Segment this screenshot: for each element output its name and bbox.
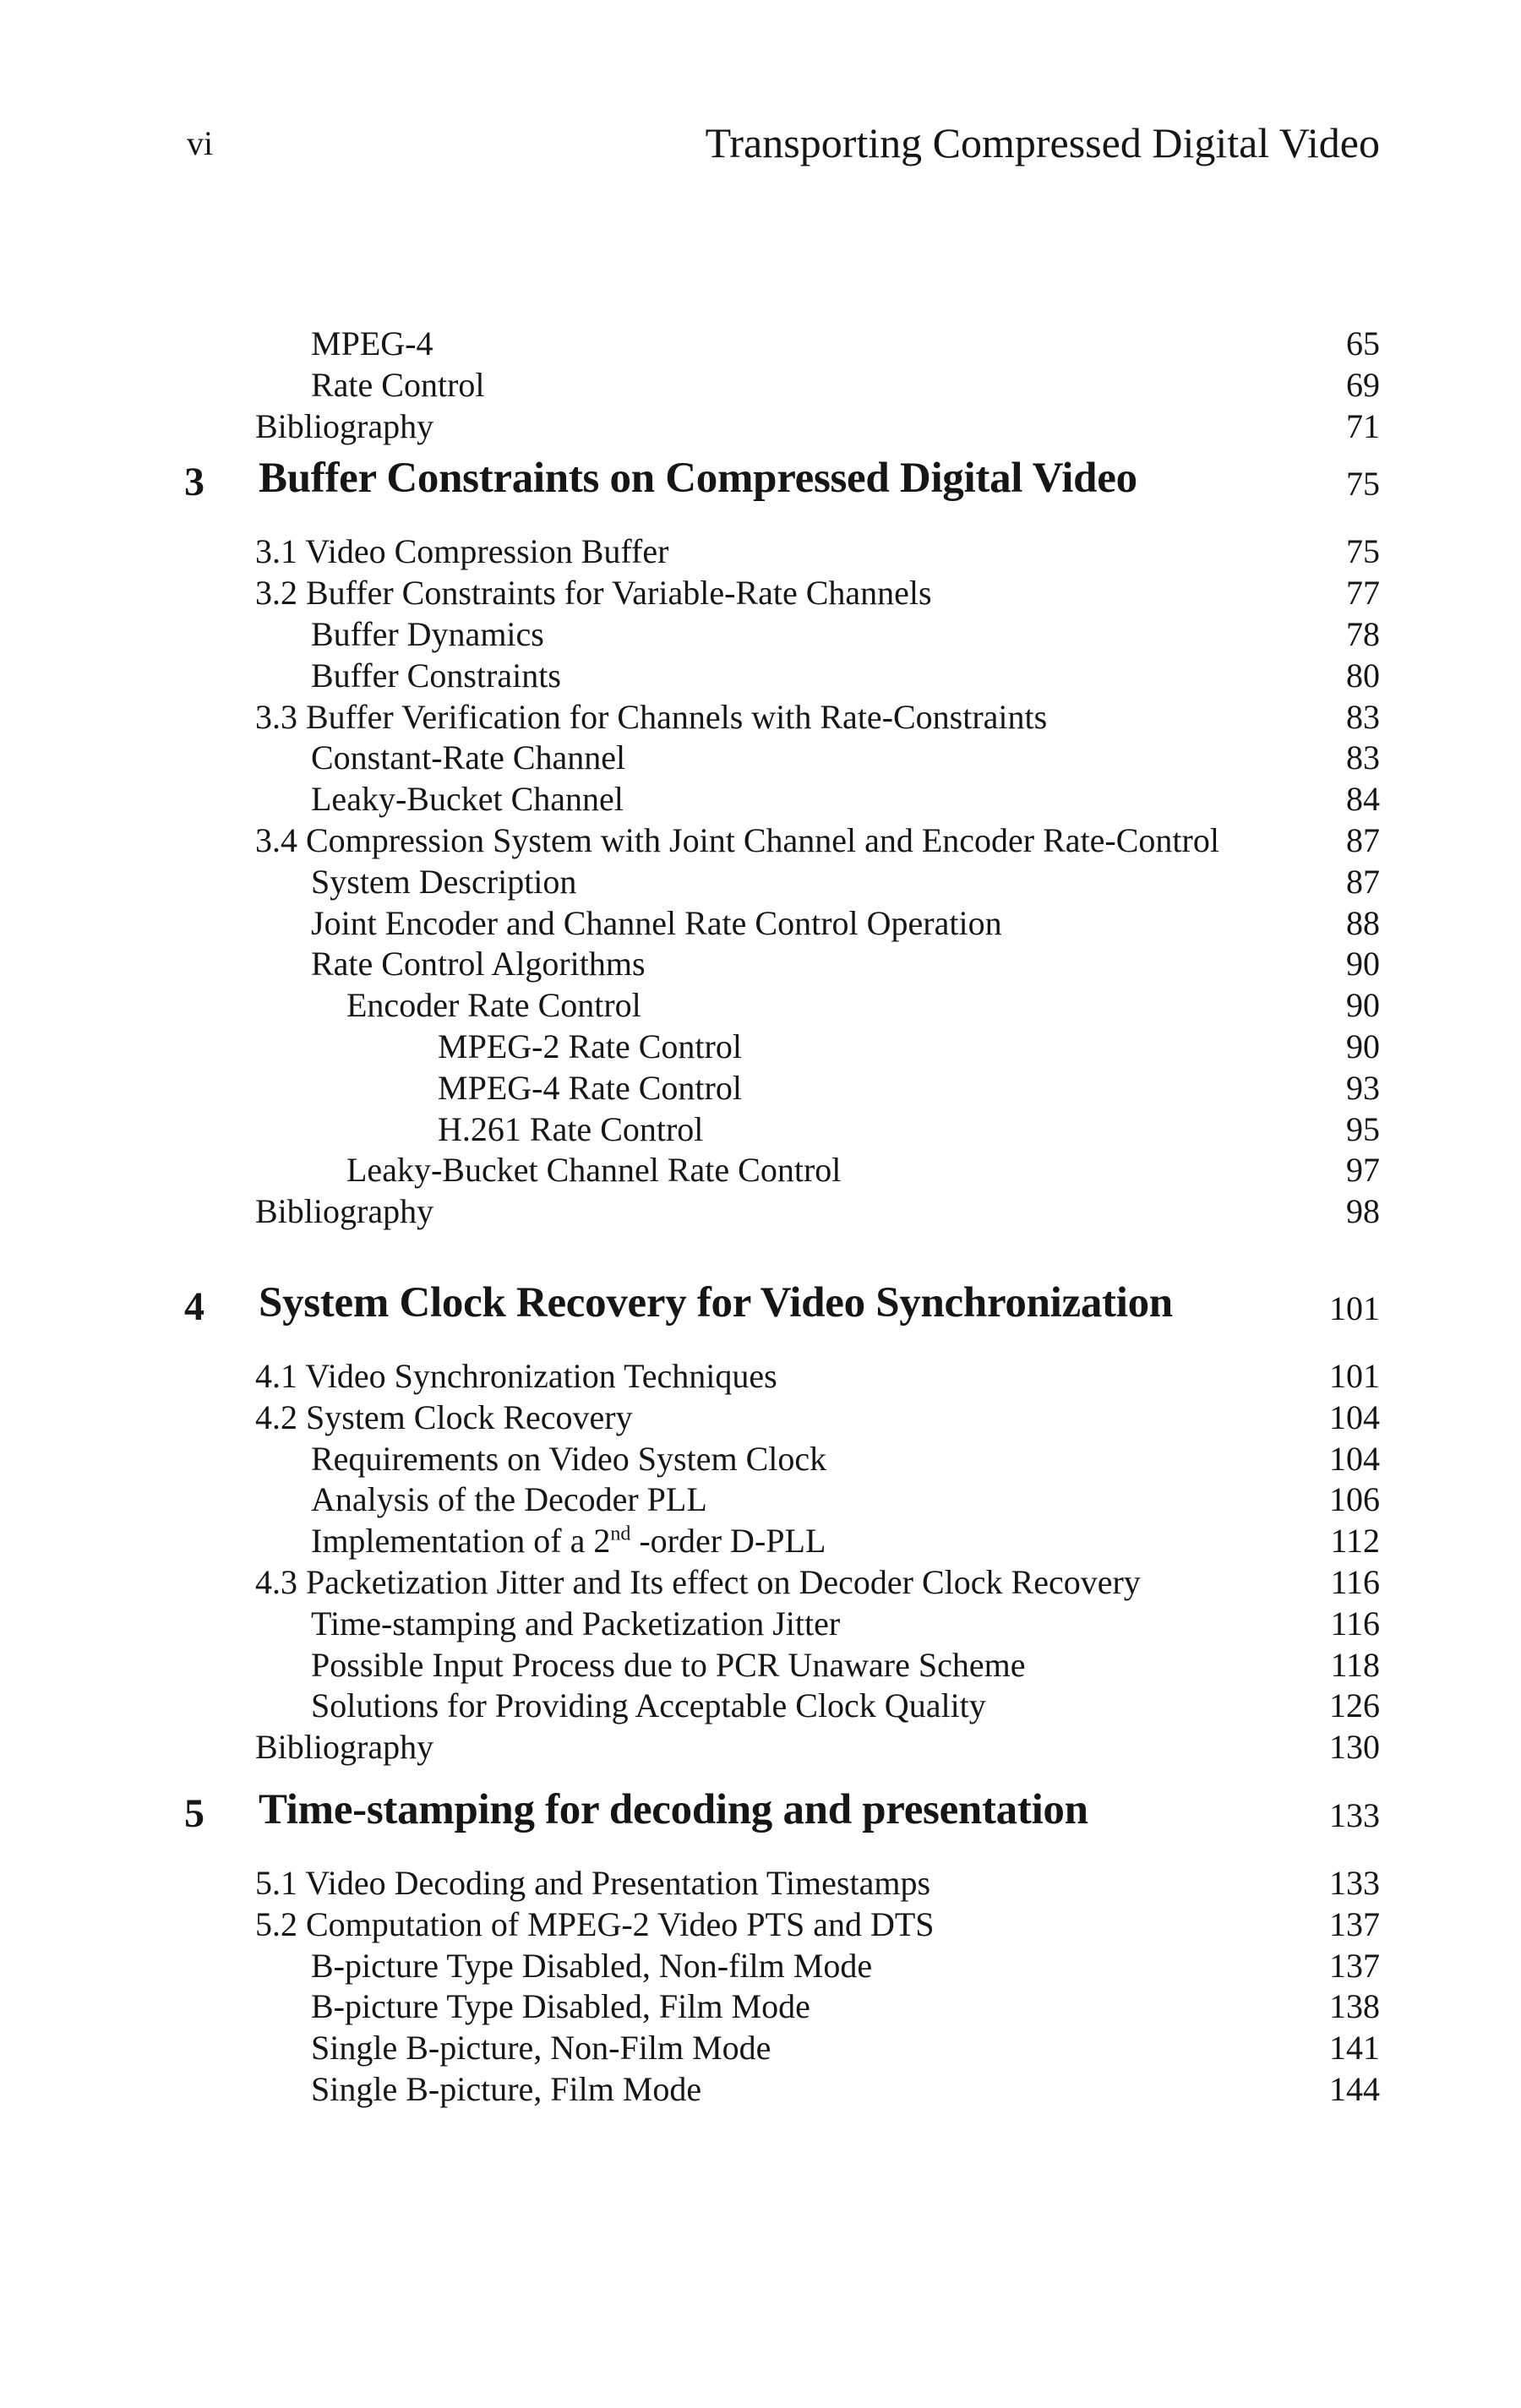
toc-entry-title: MPEG-4 Rate Control (438, 1068, 742, 1107)
toc-entry (0, 1521, 1521, 1562)
toc-entry-title: Leaky-Bucket Channel Rate Control (346, 1151, 842, 1190)
toc-entry-title: Bibliography (255, 1728, 434, 1767)
toc-entry (0, 862, 1521, 903)
ordinal-superscript: nd (610, 1523, 631, 1545)
toc-entry (0, 1356, 1521, 1397)
toc-entry-title: Time-stamping and Packetization Jitter (311, 1604, 841, 1643)
toc-entry (0, 1397, 1521, 1439)
toc-entry-page: 97 (1346, 1151, 1380, 1190)
toc-entry-page: 84 (1346, 780, 1380, 819)
toc-entry-page: 130 (1329, 1728, 1380, 1767)
toc-entry (0, 406, 1521, 448)
toc-entry (0, 1562, 1521, 1604)
toc-entry (0, 614, 1521, 656)
toc-entry-title: 4.1 Video Synchronization Techniques (255, 1356, 777, 1395)
toc-entry-title-suffix: -order D-PLL (630, 1522, 826, 1561)
toc-entry (0, 738, 1521, 779)
page-number: vi (187, 124, 214, 162)
toc-entry-title-prefix: Implementation of a 2 (311, 1522, 611, 1561)
toc-entry (0, 903, 1521, 945)
toc-entry-page: 78 (1346, 614, 1380, 653)
toc-entry (0, 531, 1521, 573)
toc-entry-page: 88 (1346, 903, 1380, 942)
toc-entry-page: 71 (1346, 406, 1380, 445)
toc-entry-title: System Description (311, 862, 577, 901)
chapter-page: 133 (1329, 1795, 1380, 1834)
toc-entry-title: Joint Encoder and Channel Rate Control Operation (311, 903, 1002, 942)
toc-entry-page: 90 (1346, 986, 1380, 1025)
chapter-number: 4 (184, 1283, 204, 1329)
toc-entry-page: 95 (1346, 1109, 1380, 1148)
toc-entry (0, 1604, 1521, 1645)
toc-entry-page: 116 (1330, 1562, 1380, 1601)
toc-entry-title: Rate Control Algorithms (311, 945, 646, 983)
toc-entry (0, 365, 1521, 406)
chapter-number: 3 (184, 460, 204, 505)
toc-entry-page: 118 (1330, 1645, 1380, 1684)
toc-entry (0, 1645, 1521, 1686)
toc-entry-page: 80 (1346, 656, 1380, 695)
chapter-title: System Clock Recovery for Video Synchronization (259, 1278, 1173, 1327)
toc-entry (0, 2028, 1521, 2069)
chapter-heading (0, 1272, 1521, 1356)
chapter-number: 5 (184, 1790, 204, 1836)
toc-entry-title: Buffer Dynamics (311, 614, 544, 653)
chapter-title: Buffer Constraints on Compressed Digital Video (259, 455, 1137, 503)
toc-entry-page: 90 (1346, 945, 1380, 983)
chapter-page: 101 (1329, 1288, 1380, 1327)
toc-entry-page: 98 (1346, 1192, 1380, 1231)
toc-entry-title: Requirements on Video System Clock (311, 1439, 827, 1478)
toc-entry (0, 1946, 1521, 1987)
toc-entry-title: Bibliography (255, 1192, 434, 1231)
toc-entry-page: 141 (1329, 2029, 1380, 2068)
toc-entry-page: 83 (1346, 697, 1380, 736)
toc-entry (0, 985, 1521, 1027)
toc-entry (0, 1986, 1521, 2028)
toc-entry (0, 1109, 1521, 1151)
running-title: Transporting Compressed Digital Video (705, 119, 1380, 166)
toc-entry-title: Single B-picture, Film Mode (311, 2069, 702, 2108)
toc-entry (0, 1686, 1521, 1727)
chapter-heading (0, 1779, 1521, 1863)
toc-entry (0, 1027, 1521, 1068)
toc-entry-title: MPEG-2 Rate Control (438, 1027, 742, 1065)
toc-entry (0, 1191, 1521, 1233)
toc-entry-page: 104 (1329, 1439, 1380, 1478)
toc-entry (0, 1068, 1521, 1109)
toc-entry (0, 1439, 1521, 1480)
table-of-contents (0, 324, 1521, 2111)
toc-entry-page: 137 (1329, 1946, 1380, 1985)
toc-entry-title: Single B-picture, Non-Film Mode (311, 2029, 771, 2068)
toc-entry-title: Bibliography (255, 406, 434, 445)
toc-entry-title: Constant-Rate Channel (311, 738, 626, 777)
toc-entry-page: 133 (1329, 1863, 1380, 1902)
toc-entry (0, 944, 1521, 985)
toc-entry-title: 4.3 Packetization Jitter and Its effect on Decoder Clock Recovery (255, 1562, 1141, 1601)
toc-entry-title (311, 1521, 826, 1562)
toc-entry-page: 138 (1329, 1987, 1380, 2026)
toc-entry (0, 779, 1521, 820)
toc-entry-title: 3.2 Buffer Constraints for Variable-Rate Channels (255, 574, 932, 613)
toc-entry-title: Solutions for Providing Acceptable Clock Quality (311, 1686, 986, 1725)
chapter-title: Time-stamping for decoding and presentation (259, 1785, 1088, 1833)
toc-entry (0, 1479, 1521, 1521)
toc-entry-title: Buffer Constraints (311, 656, 561, 695)
section-gap (0, 1768, 1521, 1779)
toc-entry-page: 83 (1346, 738, 1380, 777)
toc-entry-title: 3.3 Buffer Verification for Channels with Rate-Constraints (255, 697, 1048, 736)
toc-entry-title: 3.1 Video Compression Buffer (255, 532, 669, 571)
toc-entry (0, 656, 1521, 697)
toc-entry (0, 1863, 1521, 1904)
toc-entry-page: 93 (1346, 1068, 1380, 1107)
toc-entry-title: 5.2 Computation of MPEG-2 Video PTS and DTS (255, 1904, 935, 1943)
page-header (0, 118, 1521, 177)
toc-entry-title: Possible Input Process due to PCR Unaware Scheme (311, 1645, 1026, 1684)
toc-entry-title: MPEG-4 (311, 324, 433, 362)
toc-entry-page: 69 (1346, 365, 1380, 404)
toc-entry-title: H.261 Rate Control (438, 1109, 704, 1148)
toc-entry-page: 87 (1346, 820, 1380, 859)
toc-entry-title: Rate Control (311, 365, 485, 404)
toc-entry (0, 1150, 1521, 1191)
toc-entry-page: 65 (1346, 324, 1380, 362)
toc-entry (0, 573, 1521, 614)
toc-entry-page: 77 (1346, 574, 1380, 613)
toc-entry-title: 4.2 System Clock Recovery (255, 1397, 633, 1436)
toc-entry (0, 697, 1521, 738)
toc-entry-page: 87 (1346, 862, 1380, 901)
chapter-heading (0, 447, 1521, 531)
toc-entry-title: Encoder Rate Control (346, 986, 641, 1025)
toc-entry-page: 126 (1329, 1686, 1380, 1725)
toc-entry (0, 1727, 1521, 1768)
toc-entry-title: 3.4 Compression System with Joint Channel and Encoder Rate-Control (255, 820, 1219, 859)
toc-entry (0, 324, 1521, 365)
toc-entry (0, 1904, 1521, 1946)
toc-entry-page: 90 (1346, 1027, 1380, 1065)
section-gap (0, 1233, 1521, 1272)
chapter-page: 75 (1346, 465, 1380, 504)
toc-entry-page: 116 (1330, 1604, 1380, 1643)
toc-entry-title: B-picture Type Disabled, Film Mode (311, 1987, 810, 2026)
toc-entry-page: 112 (1330, 1522, 1380, 1561)
toc-entry-title: 5.1 Video Decoding and Presentation Timestamps (255, 1863, 931, 1902)
toc-entry-page: 75 (1346, 532, 1380, 571)
toc-entry-title: Analysis of the Decoder PLL (311, 1480, 707, 1519)
toc-entry (0, 820, 1521, 862)
toc-entry-page: 104 (1329, 1397, 1380, 1436)
toc-entry-page: 101 (1329, 1356, 1380, 1395)
toc-entry-title: B-picture Type Disabled, Non-film Mode (311, 1946, 873, 1985)
toc-entry-title: Leaky-Bucket Channel (311, 780, 624, 819)
toc-entry-page: 106 (1329, 1480, 1380, 1519)
toc-entry-page: 137 (1329, 1904, 1380, 1943)
toc-entry (0, 2069, 1521, 2111)
toc-entry-page: 144 (1329, 2069, 1380, 2108)
